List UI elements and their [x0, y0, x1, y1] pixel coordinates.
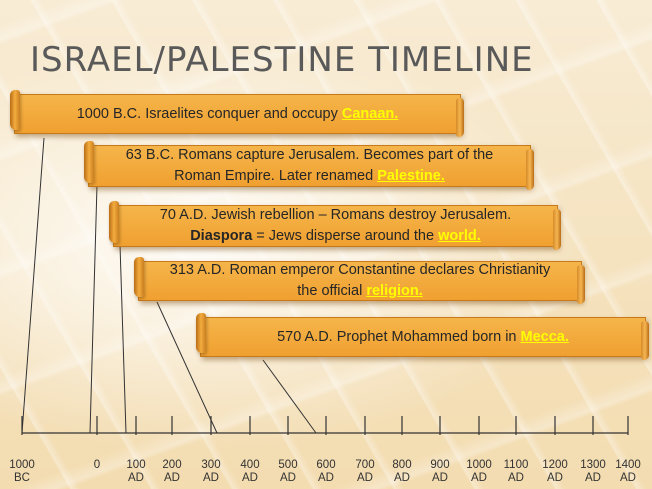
connector-line-63bc	[90, 185, 97, 433]
world-link[interactable]: world.	[438, 228, 481, 244]
tick-label-era: AD	[432, 472, 448, 484]
tick-label	[573, 459, 613, 485]
tick-label	[496, 459, 536, 485]
tick-label-value: 1200	[542, 459, 568, 471]
event-text: 570 A.D. Prophet Mohammed born in	[277, 328, 521, 345]
tick-label-era: AD	[203, 472, 219, 484]
tick-label	[230, 459, 270, 485]
tick-label-era: AD	[585, 472, 601, 484]
palestine-link[interactable]: Palestine.	[377, 168, 445, 184]
tick-label-value: 900	[430, 459, 450, 471]
tick-label	[191, 459, 231, 485]
event-banner-313ad	[138, 261, 582, 301]
tick-label-value: 700	[355, 459, 375, 471]
tick-label-value: 300	[201, 459, 221, 471]
diaspora-term: Diaspora	[190, 228, 253, 244]
tick-label	[382, 459, 422, 485]
event-banner-570ad	[200, 317, 646, 357]
mecca-link[interactable]: Mecca.	[520, 328, 569, 345]
tick-label-era: AD	[242, 472, 258, 484]
connector-line-570ad	[263, 360, 316, 433]
tick-label-era: AD	[547, 472, 563, 484]
event-text-line1: 70 A.D. Jewish rebellion – Romans destroy Jerusalem.	[159, 207, 512, 223]
event-text-line2: = Jews disperse around the	[252, 228, 439, 244]
event-text-line1: 63 B.C. Romans capture Jerusalem. Becomes part of the	[125, 147, 494, 163]
event-text: 1000 B.C. Israelites conquer and occupy	[76, 105, 342, 122]
tick-label-era: AD	[394, 472, 410, 484]
tick-label-value: 1400	[615, 459, 641, 471]
tick-label	[306, 459, 346, 485]
tick-label-value: 0	[93, 459, 101, 471]
tick-label-era: AD	[164, 472, 180, 484]
connector-line-70ad	[120, 245, 126, 433]
tick-label-era: AD	[471, 472, 487, 484]
tick-label-era: AD	[280, 472, 296, 484]
tick-label-value: 1000	[9, 459, 35, 471]
event-text-line2: the official	[297, 283, 367, 299]
tick-label-value: 600	[316, 459, 336, 471]
tick-label-value: 400	[240, 459, 260, 471]
tick-label	[608, 459, 648, 485]
event-banner-70ad	[113, 205, 558, 247]
tick-label	[77, 459, 117, 472]
event-banner-1000bc	[14, 94, 461, 134]
tick-label-value: 100	[126, 459, 146, 471]
tick-label	[535, 459, 575, 485]
tick-label-era: AD	[128, 472, 144, 484]
tick-label-value: 1000	[466, 459, 492, 471]
canaan-link[interactable]: Canaan.	[341, 105, 399, 122]
tick-label	[2, 459, 42, 485]
tick-label-value: 1300	[580, 459, 606, 471]
event-banner-63bc	[88, 145, 531, 187]
tick-label	[459, 459, 499, 485]
tick-label-era: AD	[508, 472, 524, 484]
tick-label-era: AD	[357, 472, 373, 484]
tick-label	[420, 459, 460, 485]
tick-label	[152, 459, 192, 485]
tick-label-era: BC	[14, 472, 30, 484]
tick-label-era: AD	[620, 472, 636, 484]
event-text-line1: 313 A.D. Roman emperor Constantine declares Christianity	[169, 262, 551, 278]
event-text-line2: Roman Empire. Later renamed	[174, 168, 378, 184]
tick-label-era: AD	[318, 472, 334, 484]
tick-label-value: 1100	[503, 459, 529, 471]
tick-label-value: 800	[392, 459, 412, 471]
axis-ticks	[22, 416, 628, 435]
connector-line-1000bc	[22, 138, 44, 433]
page-title: ISRAEL/PALESTINE TIMELINE	[30, 40, 534, 80]
tick-label	[116, 459, 156, 485]
tick-label	[345, 459, 385, 485]
tick-label-value: 500	[278, 459, 298, 471]
religion-link[interactable]: religion.	[366, 283, 423, 299]
tick-label	[268, 459, 308, 485]
tick-label-value: 200	[162, 459, 182, 471]
